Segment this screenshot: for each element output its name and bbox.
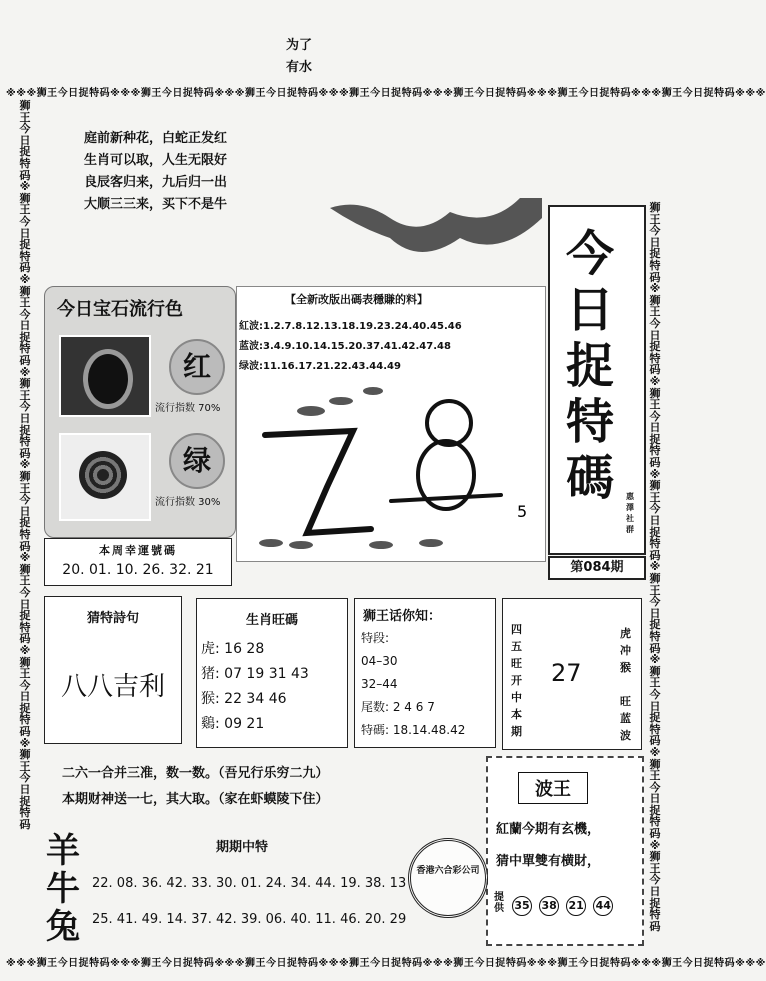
wave-king-line-1: 紅蘭今期有玄機， [496, 822, 601, 837]
zodiac-row: 猴: 22 34 46 [201, 691, 287, 707]
wave-red: 紅波:1.2.7.8.12.13.18.19.23.24.40.45.46 [239, 321, 462, 332]
ball: 21 [566, 896, 586, 916]
ball: 44 [593, 896, 613, 916]
tip-line-2: 本期财神送一七，其大取。（家在虾蟆陵下住） [62, 792, 329, 807]
stamp-text: 香港六合彩公司 [416, 866, 480, 876]
color-badge-green: 绿 [169, 433, 225, 489]
zodiac-row: 虎: 16 28 [201, 641, 265, 657]
lion-box [354, 598, 496, 748]
guess-box [44, 596, 182, 744]
red-index: 流行指数 70% [155, 403, 221, 414]
poem-line: 生肖可以取，人生无限好 [84, 153, 228, 168]
zodiac-box [196, 598, 348, 748]
wave-king-title: 波王 [518, 772, 588, 804]
gem-title: 今日宝石流行色 [57, 299, 183, 320]
green-index: 流行指数 30% [155, 497, 221, 508]
poem-line: 良辰客归来，九后归一出 [84, 175, 228, 190]
top-line-1: 为了 [286, 38, 313, 53]
ball: 38 [539, 896, 559, 916]
title-char: 特 [566, 394, 615, 450]
ball-row [512, 894, 615, 916]
gem-image-ring-1 [59, 335, 151, 417]
special-row-1: 22. 08. 36. 42. 33. 30. 01. 24. 34. 44. 19. 38. 13 [92, 876, 407, 891]
gem-panel [44, 286, 236, 538]
lion-line: 特段: [361, 631, 390, 645]
poem-line: 庭前新种花，白蛇正发红 [84, 131, 228, 146]
lucky-numbers: 20. 01. 10. 26. 32. 21 [62, 562, 214, 578]
lucky-numbers-box [44, 538, 232, 586]
gem-icon [83, 349, 133, 409]
wave-panel [236, 286, 546, 562]
ink-sketch [330, 198, 542, 266]
lion-title: 狮王话你知： [363, 609, 442, 624]
left-side-band: 狮王今日捉特码※狮王今日捉特码※狮王今日捉特码※狮王今日捉特码※狮王今日捉特码※狮王今日捉特码※狮王今日捉特码※狮王今日捉特码 [19, 99, 31, 831]
lion-line: 04–30 [361, 654, 398, 668]
big-zodiac: 羊 牛 兔 [46, 831, 80, 947]
lucky-label: 本周幸運號碼 [99, 544, 177, 557]
color-badge-red: 红 [169, 339, 225, 395]
gem-image-ring-2 [59, 433, 151, 521]
top-line-2: 有水 [286, 60, 313, 75]
title-char: 今 [566, 226, 615, 282]
top-border-band: ※※※狮王今日捉特码※※※狮王今日捉特码※※※狮王今日捉特码※※※狮王今日捉特码※※※狮王今日捉特码※※※狮王今日捉特码※※※狮王今日捉特码※※※ [6, 88, 766, 99]
provide-label: 提供 [494, 892, 504, 914]
guess-title: 猜特詩句 [86, 611, 139, 626]
wave-king-line-2: 猜中單雙有横財， [496, 854, 601, 869]
lion-line: 尾数: 2 4 6 7 [361, 700, 435, 714]
zodiac-row: 猪: 07 19 31 43 [201, 666, 309, 682]
spiral-ring-icon [79, 451, 127, 499]
zodiac-title: 生肖旺碼 [245, 613, 298, 628]
special-27-box [502, 598, 642, 750]
lion-line: 32–44 [361, 677, 398, 691]
special-number: 27 [551, 659, 582, 687]
lion-line: 特碼: 18.14.48.42 [361, 723, 466, 737]
company-stamp [408, 838, 488, 918]
title-char: 日 [566, 282, 615, 338]
svg-text:5: 5 [517, 502, 528, 521]
poem [84, 128, 227, 216]
bottom-border-band: ※※※狮王今日捉特码※※※狮王今日捉特码※※※狮王今日捉特码※※※狮王今日捉特码※※※狮王今日捉特码※※※狮王今日捉特码※※※狮王今日捉特码※※※ [6, 958, 766, 969]
ball: 35 [512, 896, 532, 916]
publisher: 惠 澤 社 群 [626, 492, 634, 534]
issue-number: 第084期 [548, 556, 646, 580]
poem-line: 大顺三三来，买下不是牛 [84, 197, 228, 212]
title-block [548, 205, 646, 555]
guess-text: 八八吉利 [60, 672, 165, 702]
special-row-2: 25. 41. 49. 14. 37. 42. 39. 06. 40. 11. 46. 20. 29 [92, 912, 407, 927]
tip-line-1: 二六一合并三准，数一数。（吾兄行乐穷二九） [62, 766, 329, 781]
brush-sketch [241, 383, 541, 553]
left-column: 四 五 旺 开 中 本 期 [511, 623, 522, 738]
wave-king-box [486, 756, 644, 946]
special-title: 期期中特 [216, 840, 269, 855]
zodiac-row: 鷄: 09 21 [201, 716, 265, 732]
wave-green: 绿波:11.16.17.21.22.43.44.49 [239, 361, 401, 372]
right-column: 虎 冲 猴 旺 蓝 波 [620, 627, 631, 742]
title-char: 碼 [566, 450, 615, 506]
right-side-band: 狮王今日捉特码※狮王今日捉特码※狮王今日捉特码※狮王今日捉特码※狮王今日捉特码※狮王今日捉特码※狮王今日捉特码※狮王今日捉特码 [649, 201, 661, 933]
title-char: 捉 [566, 338, 615, 394]
wave-blue: 蓝波:3.4.9.10.14.15.20.37.41.42.47.48 [239, 341, 451, 352]
wave-header: 【全新改版出碼表穩賺的料】 [285, 293, 428, 306]
